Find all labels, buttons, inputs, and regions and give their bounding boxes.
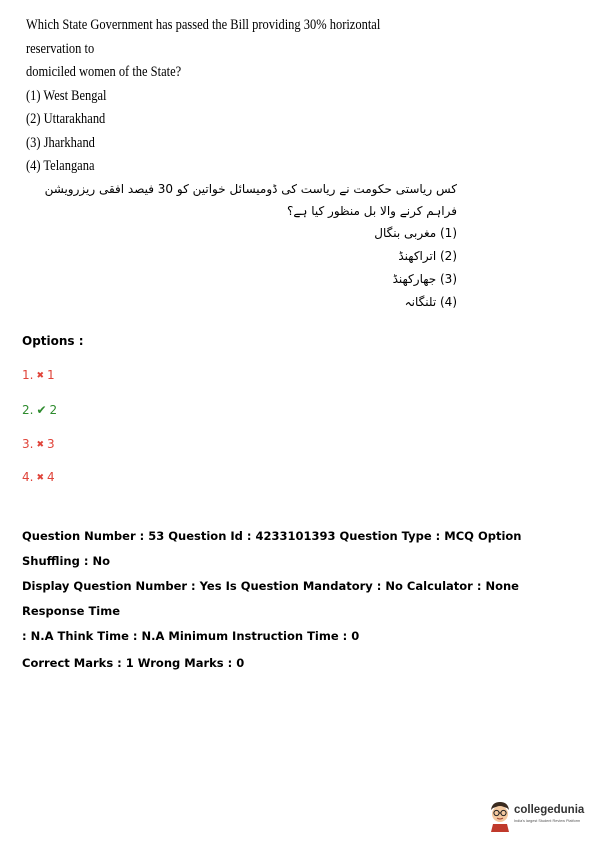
cross-icon: ✖ (36, 440, 44, 450)
collegedunia-logo (488, 800, 588, 832)
question-option-2: (2) Uttarakhand (26, 111, 106, 127)
question-urdu-option-2: (2) اتراکھنڈ (398, 249, 457, 263)
question-option-4: (4) Telangana (26, 158, 95, 174)
answer-option-3 (22, 437, 55, 451)
answer-option-value: 1 (47, 368, 55, 382)
logo-brand-text: collegedunia (514, 804, 585, 816)
question-urdu-option-3: (3) جھارکھنڈ (392, 272, 457, 286)
check-icon: ✔ (36, 403, 47, 417)
question-english (26, 14, 396, 179)
question-urdu (22, 178, 457, 314)
question-option-3: (3) Jharkhand (26, 134, 95, 151)
question-text-line-1: Which State Government has passed the Bill providing 30% horizontal reservation to (26, 17, 381, 57)
answer-option-number: 1. (22, 368, 34, 382)
question-urdu-options (22, 222, 457, 314)
logo-tagline: India's largest Student Review Platform (514, 819, 581, 823)
metadata-line-1: Question Number : 53 Question Id : 4233101393 Question Type : MCQ Option Shuffling : No (22, 529, 522, 568)
answer-option-value: 3 (47, 437, 55, 451)
question-option-1: (1) West Bengal (26, 87, 107, 104)
question-urdu-option-1: (1) مغربی بنگال (374, 226, 457, 240)
answer-option-2 (22, 403, 57, 417)
cross-icon: ✖ (36, 371, 44, 381)
metadata-line-2: Display Question Number : Yes Is Question Mandatory : No Calculator : None Response Time (22, 579, 519, 618)
answer-option-value: 4 (47, 470, 55, 484)
options-heading: Options : (22, 334, 84, 348)
answer-option-value: 2 (49, 403, 58, 417)
mascot-icon (488, 800, 512, 832)
answer-option-number: 2. (22, 403, 34, 417)
question-urdu-option-4: (4) تلنگانہ (404, 295, 457, 309)
metadata-line-3: : N.A Think Time : N.A Minimum Instruction Time : 0 (22, 629, 360, 643)
question-text-line-2: domiciled women of the State? (26, 64, 182, 80)
answer-option-number: 4. (22, 470, 34, 484)
answer-option-4 (22, 470, 55, 484)
answer-option-number: 3. (22, 437, 34, 451)
marks-info: Correct Marks : 1 Wrong Marks : 0 (22, 656, 245, 670)
cross-icon: ✖ (36, 473, 44, 483)
question-urdu-text: کس ریاستی حکومت نے ریاست کی ڈومیسائل خواتین کو 30 فیصد افقی ریزرویشن فراہم کرنے والا بل منظور کیا ہے؟ (44, 182, 457, 218)
question-metadata (22, 524, 577, 676)
answer-option-1 (22, 368, 55, 382)
